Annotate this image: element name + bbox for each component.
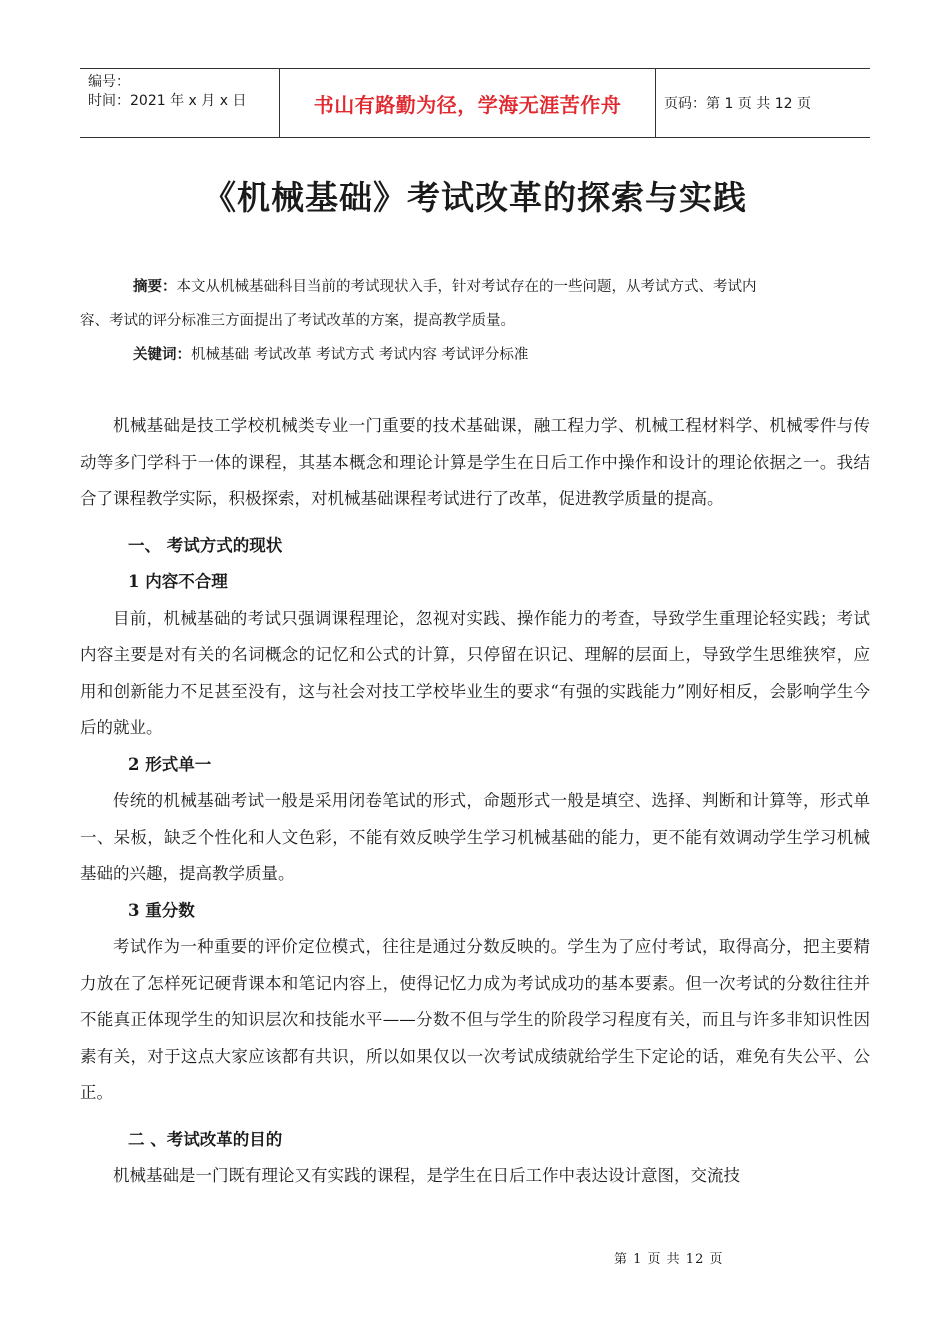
header-meta — [80, 69, 280, 137]
subsection-2-heading: 2 形式单一 — [128, 754, 212, 774]
header-motto — [280, 69, 656, 137]
page-footer: 第 1 页 共 12 页 — [614, 1252, 724, 1267]
section-2-heading: 二 、考试改革的目的 — [128, 1129, 283, 1149]
document-title: 《机械基础》考试改革的探索与实践 — [203, 178, 747, 217]
subsection-2-paragraph: 传统的机械基础考试一般是采用闭卷笔试的形式，命题形式一般是填空、选择、判断和计算等，形式单一、呆板，缺乏个性化和人文色彩，不能有效反映学生学习机械基础的能力，更不能有效调动学生学习机械基础的兴趣，提高教学质量。 — [80, 791, 870, 883]
subsection-3-heading: 3 重分数 — [128, 900, 195, 920]
section-2-paragraph: 机械基础是一门既有理论又有实践的课程，是学生在日后工作中表达设计意图，交流技 — [113, 1166, 740, 1185]
subsection-1-paragraph: 目前，机械基础的考试只强调课程理论，忽视对实践、操作能力的考查，导致学生重理论轻实践；考试内容主要是对有关的名词概念的记忆和公式的计算，只停留在识记、理解的层面上，导致学生思维狭窄，应用和创新能力不足甚至没有，这与社会对技工学校毕业生的要求“有强的实践能力”刚好相反，会影响学生今后的就业。 — [80, 608, 870, 737]
subsection-1-heading: 1 内容不合理 — [128, 572, 228, 591]
keywords-text: 机械基础 考试改革 考试方式 考试内容 考试评分标准 — [191, 347, 529, 363]
motto-text: 书山有路勤为径，学海无涯苦作舟 — [313, 92, 622, 117]
date-text: 时间：2021 年 x 月 x 日 — [88, 93, 247, 109]
keywords-label: 关键词： — [133, 346, 191, 363]
header-page-info — [656, 69, 870, 137]
abstract-text-2: 容、考试的评分标准三方面提出了考试改革的方案，提高教学质量。 — [80, 313, 515, 329]
document-body — [80, 408, 870, 1195]
document-header — [80, 68, 870, 138]
serial-label: 编号： — [88, 74, 130, 90]
abstract-line-1 — [80, 270, 870, 304]
abstract-text-1: 本文从机械基础科目当前的考试现状入手，针对考试存在的一些问题，从考试方式、考试内 — [176, 279, 757, 295]
keywords-line — [80, 338, 870, 372]
intro-paragraph: 机械基础是技工学校机械类专业一门重要的技术基础课，融工程力学、机械工程材料学、机械零件与传动等多门学科于一体的课程，其基本概念和理论计算是学生在日后工作中操作和设计的理论依据之一。我结合了课程教学实际，积极探索，对机械基础课程考试进行了改革，促进教学质量的提高。 — [80, 416, 870, 508]
subsection-3-paragraph: 考试作为一种重要的评价定位模式，往往是通过分数反映的。学生为了应付考试，取得高分，把主要精力放在了怎样死记硬背课本和笔记内容上，使得记忆力成为考试成功的基本要素。但一次考试的分数往往并不能真正体现学生的知识层次和技能水平——分数不但与学生的阶段学习程度有关，而且与许多非知识性因素有关，对于这点大家应该都有共识，所以如果仅以一次考试成绩就给学生下定论的话，难免有失公平、公正。 — [80, 937, 870, 1102]
abstract-block — [80, 270, 870, 372]
section-1-heading: 一、 考试方式的现状 — [128, 535, 283, 555]
page-info-text: 页码：第 1 页 共 12 页 — [664, 96, 811, 112]
abstract-label: 摘要： — [133, 278, 177, 295]
